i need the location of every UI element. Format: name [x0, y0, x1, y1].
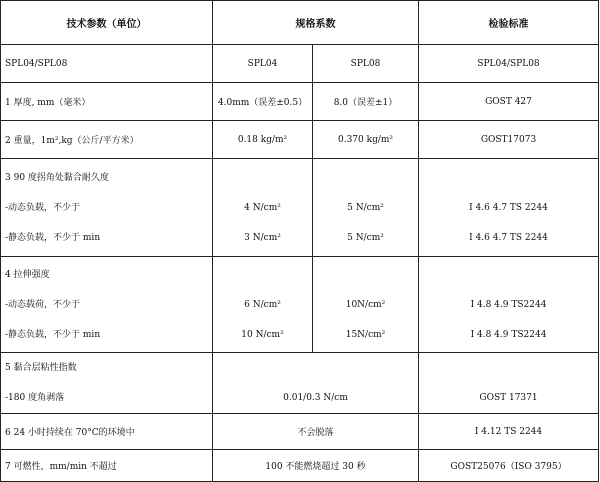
spec-spl08-cell: SPL08 — [313, 45, 419, 83]
row-flammability — [1, 450, 599, 482]
param-cell — [1, 353, 213, 414]
param-cell — [1, 257, 213, 353]
tensile-static-label: -静态负载，不少于 min — [5, 329, 101, 340]
standard-cell: GOST 427 — [419, 83, 599, 121]
row-weight — [1, 121, 599, 159]
standard-cell — [419, 159, 599, 257]
row-model — [1, 45, 599, 83]
spec-spl08-cell — [313, 159, 419, 257]
standard-cell: GOST25076（ISO 3795） — [419, 450, 599, 482]
tensile-static-spl08: 15N/cm² — [345, 329, 386, 340]
adhesion-standard: GOST 17371 — [479, 393, 538, 403]
fold-static-standard: I 4.6 4.7 TS 2244 — [469, 232, 548, 243]
fold-title: 3 90 度拐角处黏合耐久度 — [5, 172, 109, 183]
param-cell: 2 重量，1m²,kg（公斤/平方米） — [1, 121, 213, 159]
param-cell: SPL04/SPL08 — [1, 45, 213, 83]
standard-cell — [419, 353, 599, 414]
fold-dynamic-label: -动态负载，不少于 — [5, 202, 81, 213]
spec-spl08-cell — [313, 257, 419, 353]
standard-cell — [419, 257, 599, 353]
tensile-dynamic-standard: I 4.8 4.9 TS2244 — [470, 299, 547, 310]
spec-spl04-cell — [213, 159, 313, 257]
param-cell — [1, 159, 213, 257]
tensile-dynamic-label: -动态载荷，不少于 — [5, 299, 81, 310]
header-standard: 检验标准 — [419, 1, 599, 45]
tensile-title: 4 拉伸强度 — [5, 269, 50, 280]
row-fold-durability — [1, 159, 599, 257]
adhesion-title: 5 黏合层粘性指数 — [5, 363, 77, 373]
standard-cell: I 4.12 TS 2244 — [419, 414, 599, 450]
param-cell: 1 厚度, mm（毫米） — [1, 83, 213, 121]
standard-cell: SPL04/SPL08 — [419, 45, 599, 83]
spec-merged-cell — [213, 353, 419, 414]
fold-static-label: -静态负载，不少于 min — [5, 232, 101, 243]
adhesion-peel-label: -180 度角剥落 — [5, 393, 65, 403]
standard-cell: GOST17073 — [419, 121, 599, 159]
spec-spl08-cell: 8.0（误差±1） — [313, 83, 419, 121]
param-cell: 6 24 小时持续在 70°C的环境中 — [1, 414, 213, 450]
spec-merged-cell: 100 不能燃烧超过 30 秒 — [213, 450, 419, 482]
fold-static-spl04: 3 N/cm² — [244, 232, 281, 243]
spec-spl08-cell: 0.370 kg/m² — [313, 121, 419, 159]
tensile-dynamic-spl08: 10N/cm² — [345, 299, 386, 310]
header-spec: 规格系数 — [213, 1, 419, 45]
spec-spl04-cell — [213, 257, 313, 353]
fold-dynamic-standard: I 4.6 4.7 TS 2244 — [469, 202, 548, 213]
param-cell: 7 可燃性，mm/min 不超过 — [1, 450, 213, 482]
tensile-static-spl04: 10 N/cm² — [241, 329, 284, 340]
spec-spl04-cell: 4.0mm（误差±0.5） — [213, 83, 313, 121]
row-thickness — [1, 83, 599, 121]
header-row — [1, 1, 599, 45]
tensile-static-standard: I 4.8 4.9 TS2244 — [470, 329, 547, 340]
header-param: 技术参数（单位） — [1, 1, 213, 45]
fold-dynamic-spl04: 4 N/cm² — [244, 202, 281, 213]
row-heat-resistance — [1, 414, 599, 450]
tensile-dynamic-spl04: 6 N/cm² — [244, 299, 281, 310]
fold-static-spl08: 5 N/cm² — [347, 232, 384, 243]
fold-dynamic-spl08: 5 N/cm² — [347, 202, 384, 213]
adhesion-value: 0.01/0.3 N/cm — [283, 393, 348, 403]
row-adhesion — [1, 353, 599, 414]
spec-spl04-cell: SPL04 — [213, 45, 313, 83]
spec-merged-cell: 不会脱落 — [213, 414, 419, 450]
row-tensile-strength — [1, 257, 599, 353]
spec-spl04-cell: 0.18 kg/m² — [213, 121, 313, 159]
